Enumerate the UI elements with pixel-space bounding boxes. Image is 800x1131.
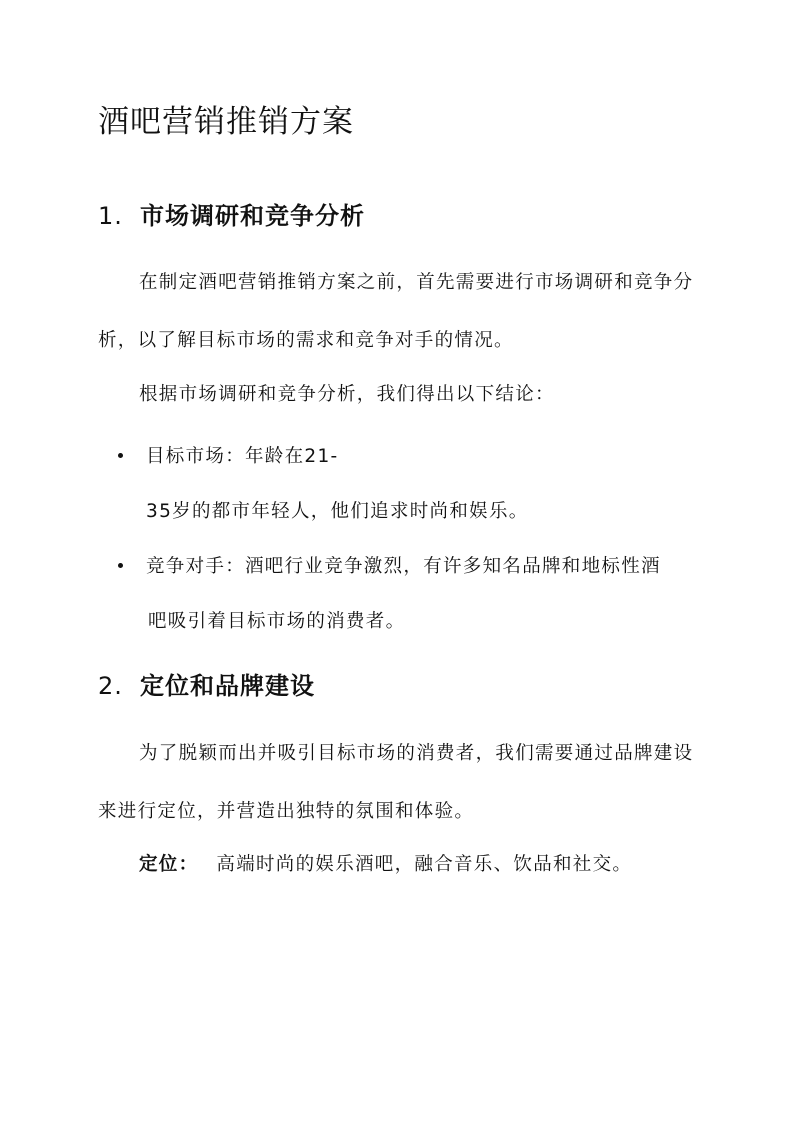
section-1-title: 市场调研和竞争分析 [140,202,365,230]
bullet-item-target-market [118,429,693,539]
section-1-paragraph-1: 在制定酒吧营销推销方案之前，首先需要进行市场调研和竞争分析，以了解目标市场的需求和竞争对手的情况。 [98,272,694,351]
section-1-paragraph-2: 根据市场调研和竞争分析，我们得出以下结论： [139,384,555,405]
section-1-number: 1. [98,202,123,230]
section-2-number: 2. [98,672,123,700]
positioning-label: 定位： [139,854,199,875]
positioning-statement [139,847,632,883]
bullet-dot-icon [118,563,123,568]
section-2-heading [98,666,315,701]
section-2-paragraph-1: 为了脱颖而出并吸引目标市场的消费者，我们需要通过品牌建设来进行定位，并营造出独特的氛围和体验。 [98,743,694,822]
section-1-heading [98,196,365,231]
bullet-line-2: 吧吸引着目标市场的消费者。 [148,611,406,632]
bullet-line-2: 35岁的都市年轻人，他们追求时尚和娱乐。 [146,501,529,522]
bullet-line-1: 竞争对手：酒吧行业竞争激烈，有许多知名品牌和地标性酒 [146,556,661,577]
bullet-line-1: 目标市场：年龄在21- [146,446,339,467]
document-title: 酒吧营销推销方案 [98,104,354,140]
bullet-dot-icon [118,453,123,458]
positioning-value: 高端时尚的娱乐酒吧，融合音乐、饮品和社交。 [216,854,633,875]
bullet-item-competitors [118,539,693,649]
section-2-title: 定位和品牌建设 [140,672,315,700]
